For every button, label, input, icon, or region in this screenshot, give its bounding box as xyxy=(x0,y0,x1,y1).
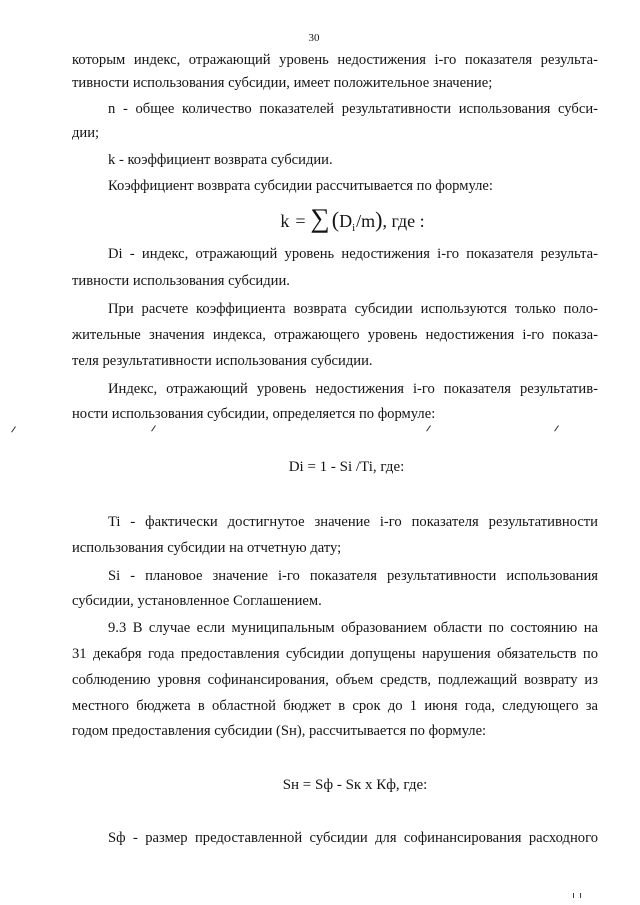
formula-k-equals: = xyxy=(295,211,306,231)
text-line: Ti - фактически достигнутое значение i-го показателя результативности xyxy=(108,514,598,530)
formula-k-lhs: k xyxy=(280,211,290,231)
text-line: тивности использования субсидии, имеет положительное значение; xyxy=(72,75,493,91)
text-line: ности использования субсидии, определяется по формуле: xyxy=(72,406,436,422)
text-line: которым индекс, отражающий уровень недостижения i-го показателя результа- xyxy=(72,52,598,68)
scan-mark xyxy=(580,893,581,898)
text-line: 31 декабря года предоставления субсидии допущены нарушения обязательств по xyxy=(72,646,598,662)
formula-k-variable: D xyxy=(339,211,353,231)
text-line: использования субсидии на отчетную дату; xyxy=(72,540,342,556)
formula-k-subscript: i xyxy=(352,222,356,234)
sum-symbol: ∑ xyxy=(310,203,330,233)
text-line: Коэффициент возврата субсидии рассчитывается по формуле: xyxy=(108,178,493,194)
text-line: Si - плановое значение i-го показателя результативности использования xyxy=(108,568,598,584)
formula-k xyxy=(72,199,598,237)
formula-di xyxy=(72,454,598,480)
text-line: Di - индекс, отражающий уровень недостижения i-го показателя результа- xyxy=(108,246,598,262)
text-line: годом предоставления субсидии (Sн), рассчитывается по формуле: xyxy=(72,723,487,739)
text-line: местного бюджета в областной бюджет в срок до 1 июня года, следующего за xyxy=(72,698,598,714)
text-line: теля результативности использования субсидии. xyxy=(72,353,373,369)
formula-k-close-paren: ) xyxy=(375,207,383,232)
text-line: n - общее количество показателей результативности использования субси- xyxy=(108,101,598,117)
text-line: При расчете коэффициента возврата субсидии используются только поло- xyxy=(108,301,598,317)
formula-k-tail: , где : xyxy=(382,211,425,231)
text-line: Sф - размер предоставленной субсидии для софинансирования расходного xyxy=(108,830,598,846)
scan-mark xyxy=(11,426,16,433)
text-line: соблюдению уровня софинансирования, объем средств, подлежащий возврату из xyxy=(72,672,598,688)
text-line: тивности использования субсидии. xyxy=(72,273,290,289)
formula-k-divisor: /m xyxy=(356,211,376,231)
scan-mark xyxy=(573,893,574,898)
text-line: жительные значения индекса, отражающего уровень недостижения i-го показа- xyxy=(72,327,598,343)
formula-di-text: Di = 1 - Si /Ti, где: xyxy=(288,459,405,475)
page-number: 30 xyxy=(308,32,320,44)
formula-sn-text: Sн = Sф - Sк x Кф, где: xyxy=(282,777,428,793)
text-line: Индекс, отражающий уровень недостижения i-го показателя результатив- xyxy=(108,381,598,397)
text-line: дии; xyxy=(72,125,100,141)
formula-k-open-paren: ( xyxy=(331,207,340,232)
text-line: субсидии, установленное Соглашением. xyxy=(72,593,322,609)
text-line: k - коэффициент возврата субсидии. xyxy=(108,152,333,168)
text-line: 9.3 В случае если муниципальным образованием области по состоянию на xyxy=(108,620,598,636)
formula-sn xyxy=(72,772,598,798)
